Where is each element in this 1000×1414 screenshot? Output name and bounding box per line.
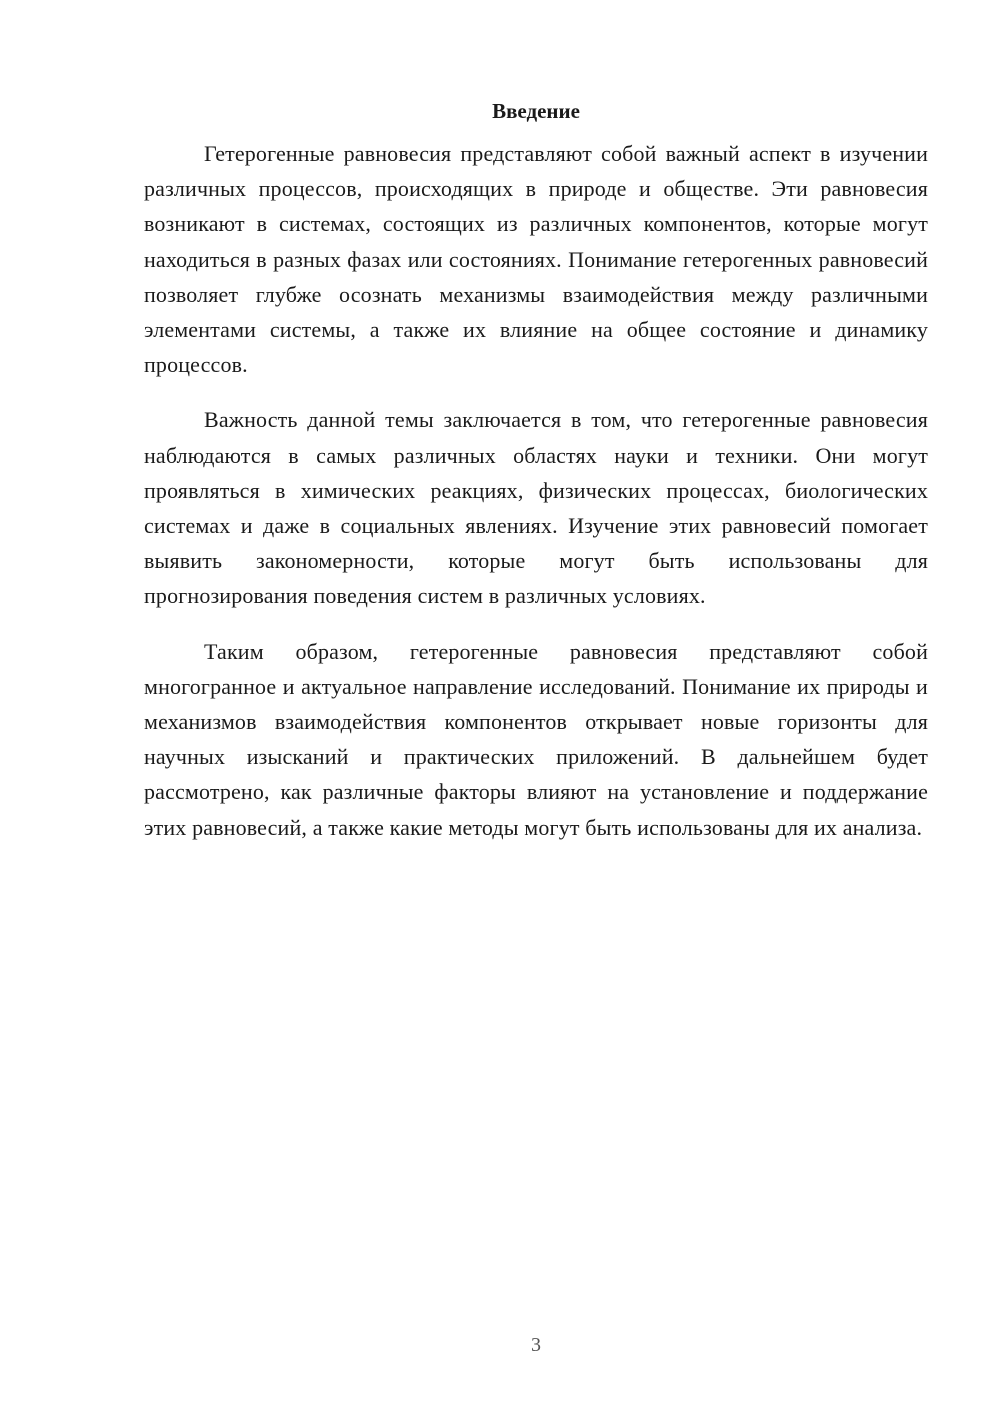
section-title: Введение — [492, 99, 580, 123]
page-content — [144, 96, 928, 865]
paragraph-1: Гетерогенные равновесия представляют собой важный аспект в изучении различных процессов, происходящих в природе и обществе. Эти равновесия возникают в системах, состоящих из различных компонентов, которые могут находиться в разных фазах или состояниях. Понимание гетерогенных равновесий позволяет глубже осознать механизмы взаимодействия между различными элементами системы, а также их влияние на общее состояние и динамику процессов. — [144, 141, 928, 378]
page-number: 3 — [531, 1334, 541, 1356]
paragraph-2: Важность данной темы заключается в том, что гетерогенные равновесия наблюдаются в самых различных областях науки и техники. Они могут проявляться в химических реакциях, физических процессах, биологических системах и даже в социальных явлениях. Изучение этих равновесий помогает выявить закономерности, которые могут быть использованы для прогнозирования поведения систем в различных условиях. — [144, 407, 928, 609]
paragraph-3: Таким образом, гетерогенные равновесия представляют собой многогранное и актуальное направление исследований. Понимание их природы и механизмов взаимодействия компонентов открывает новые горизонты для научных изысканий и практических приложений. В дальнейшем будет рассмотрено, как различные факторы влияют на установление и поддержание этих равновесий, а также какие методы могут быть использованы для их анализа. — [144, 638, 928, 840]
